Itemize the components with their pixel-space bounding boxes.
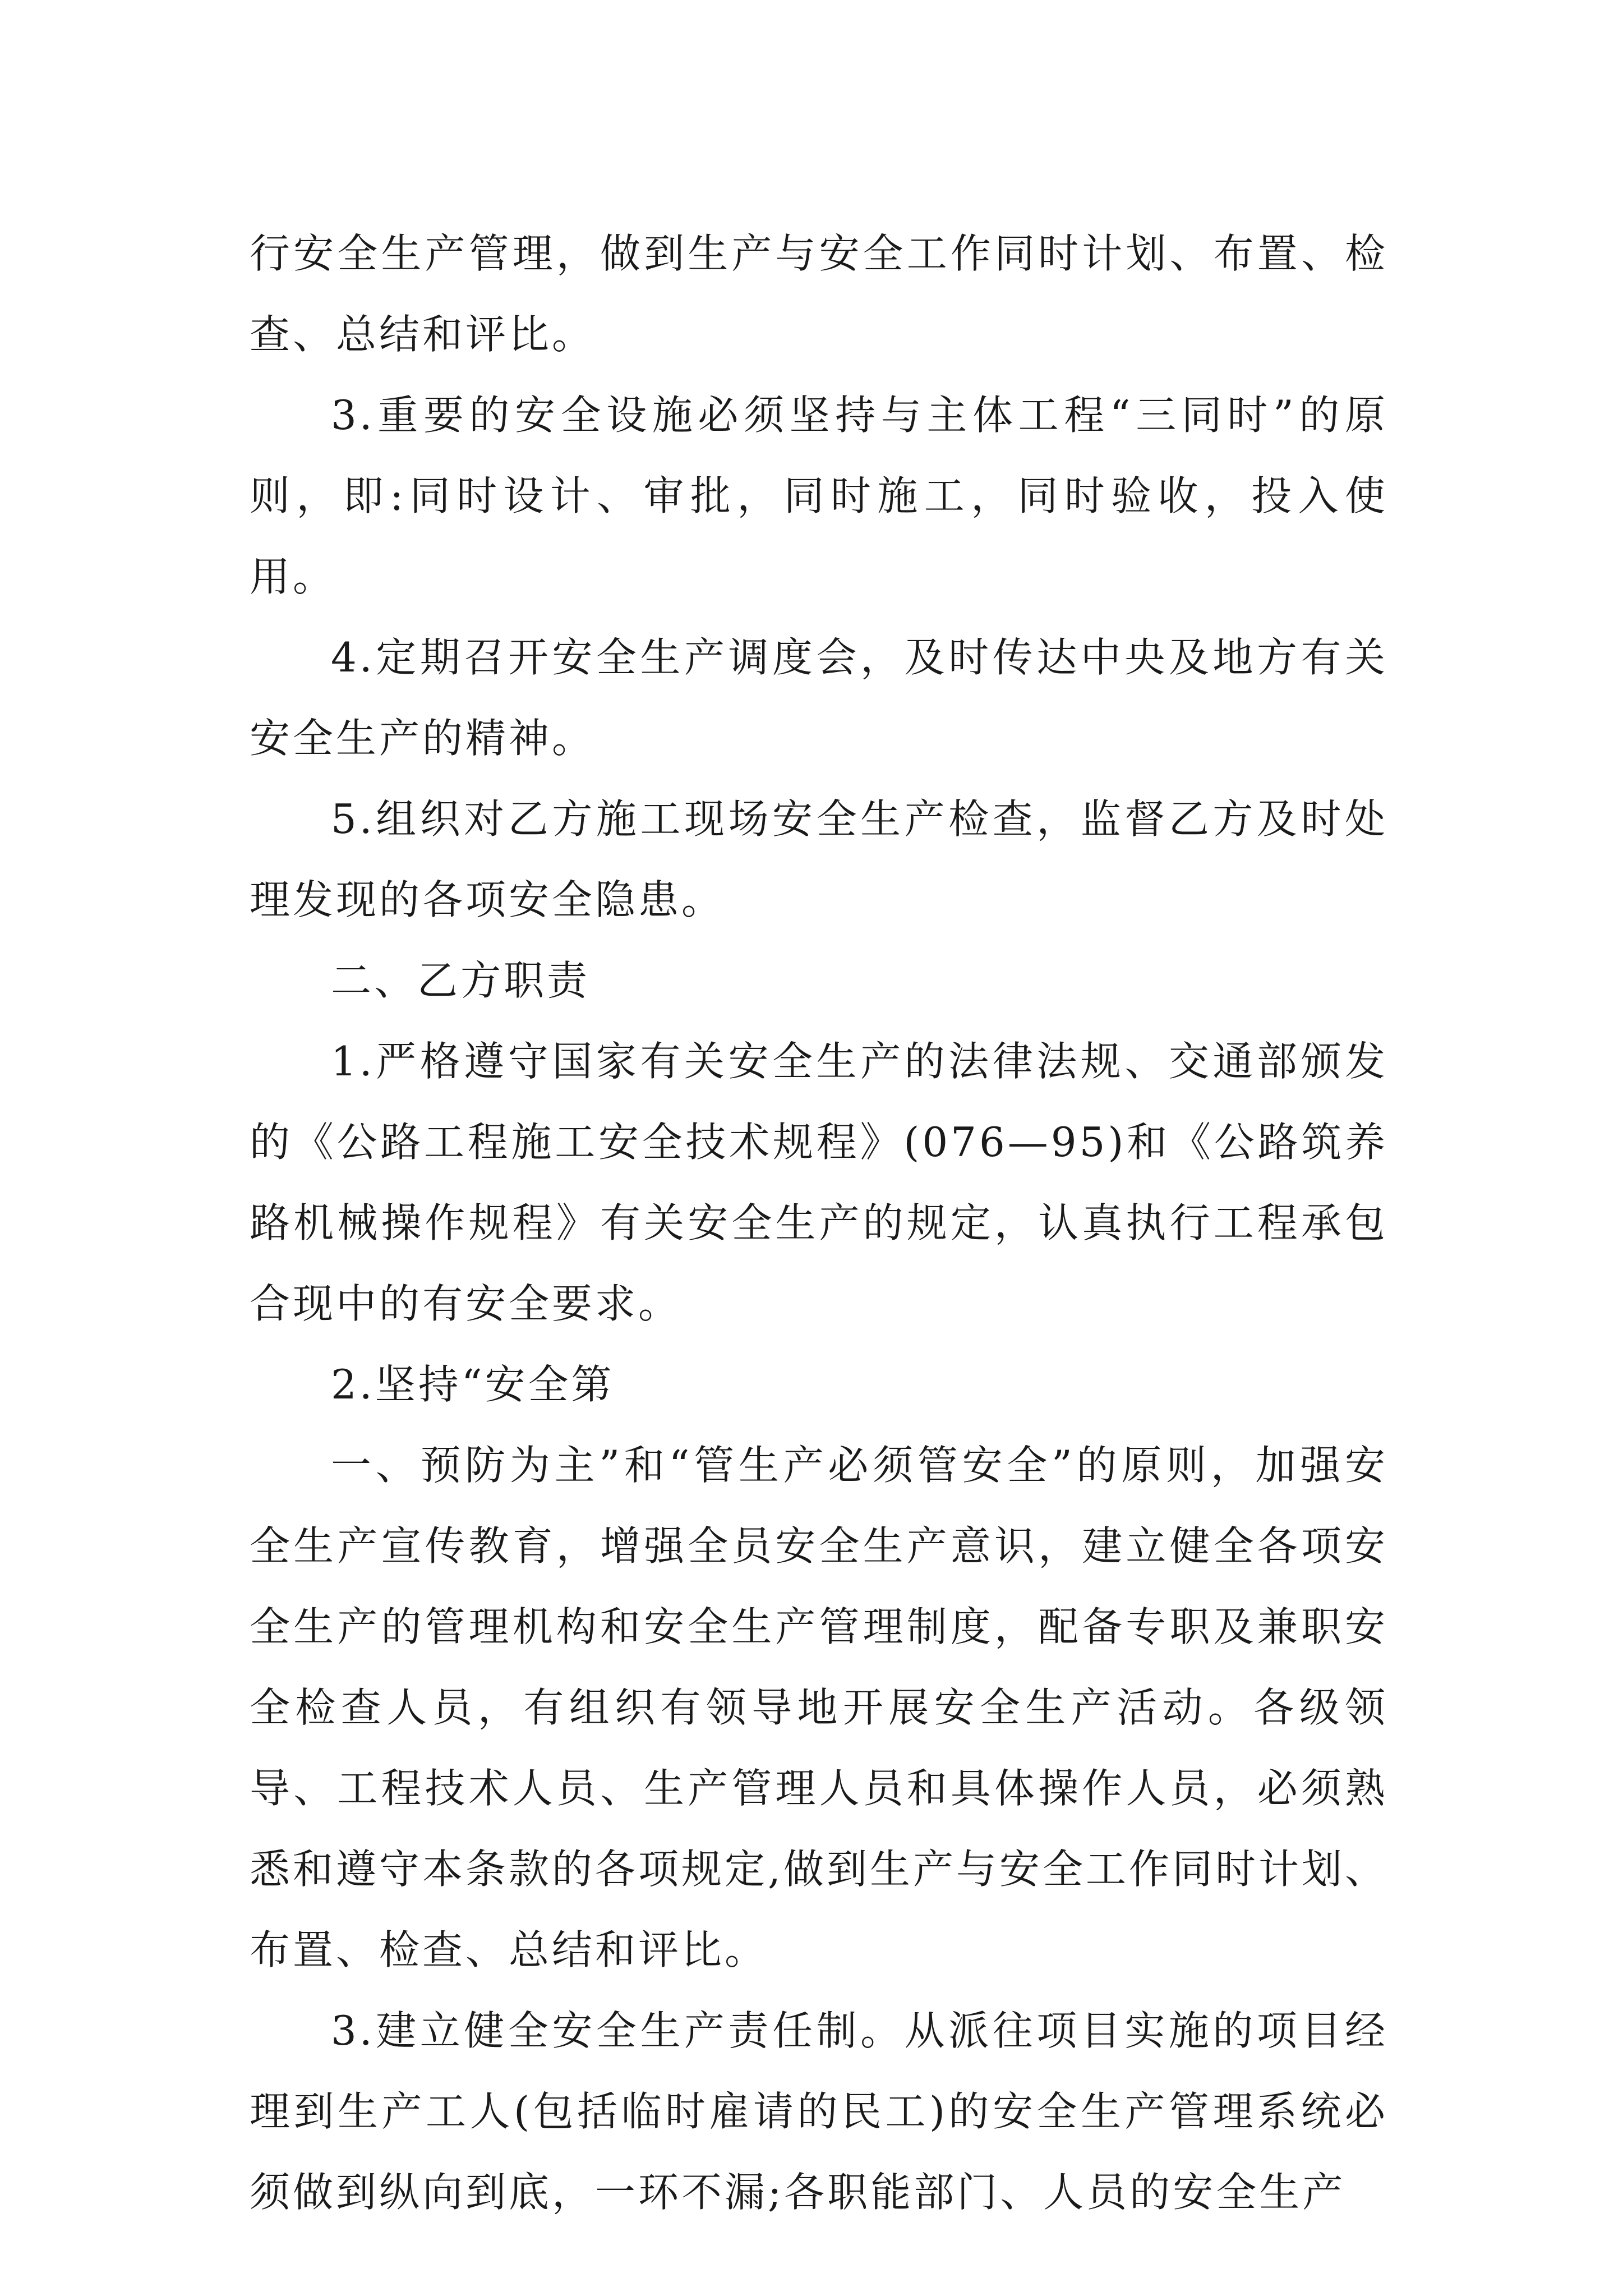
paragraph-item-4-meetings: 4.定期召开安全生产调度会，及时传达中央及地方有关安全生产的精神。 (250, 634, 1388, 762)
paragraph-prevention-principle: 一、预防为主”和“管生产必须管安全”的原则，加强安全生产宣传教育，增强全员安全生产意识，建立健全各项安全生产的管理机构和安全生产管理制度，配备专职及兼职安全检查人员，有组织有领导地开展安全生产活动。各级领导、工程技术人员、生产管理人员和具体操作人员，必须熟悉和遵守本条款的各项规定,做到生产与安全工作同时计划、布置、检查、总结和评比。 (250, 1442, 1388, 1973)
paragraph-b-item-1-laws: 1.严格遵守国家有关安全生产的法律法规、交通部颁发的《公路工程施工安全技术规程》(076—95)和《公路筑养路机械操作规程》有关安全生产的规定，认真执行工程承包合现中的有安全要求。 (250, 1038, 1388, 1327)
section-heading-party-b-duties: 二、乙方职责 (331, 957, 591, 1004)
paragraph-continuation: 行安全生产管理，做到生产与安全工作同时计划、布置、检查、总结和评比。 (250, 230, 1388, 358)
paragraph-item-5-inspection: 5.组织对乙方施工现场安全生产检查，监督乙方及时处理发现的各项安全隐患。 (250, 795, 1388, 923)
body-text (250, 213, 1388, 2233)
paragraph-item-3-three-simultaneous: 3.重要的安全设施必须坚持与主体工程“三同时”的原则，即:同时设计、审批，同时施工，同时验收，投入使用。 (250, 392, 1388, 600)
paragraph-b-item-2-safety-first: 2.坚持“安全第 (331, 1361, 615, 1408)
paragraph-b-item-3-responsibility: 3.建立健全安全生产责任制。从派往项目实施的项目经理到生产工人(包括临时雇请的民工)的安全生产管理系统必须做到纵向到底，一环不漏;各职能部门、人员的安全生产 (250, 2007, 1388, 2216)
